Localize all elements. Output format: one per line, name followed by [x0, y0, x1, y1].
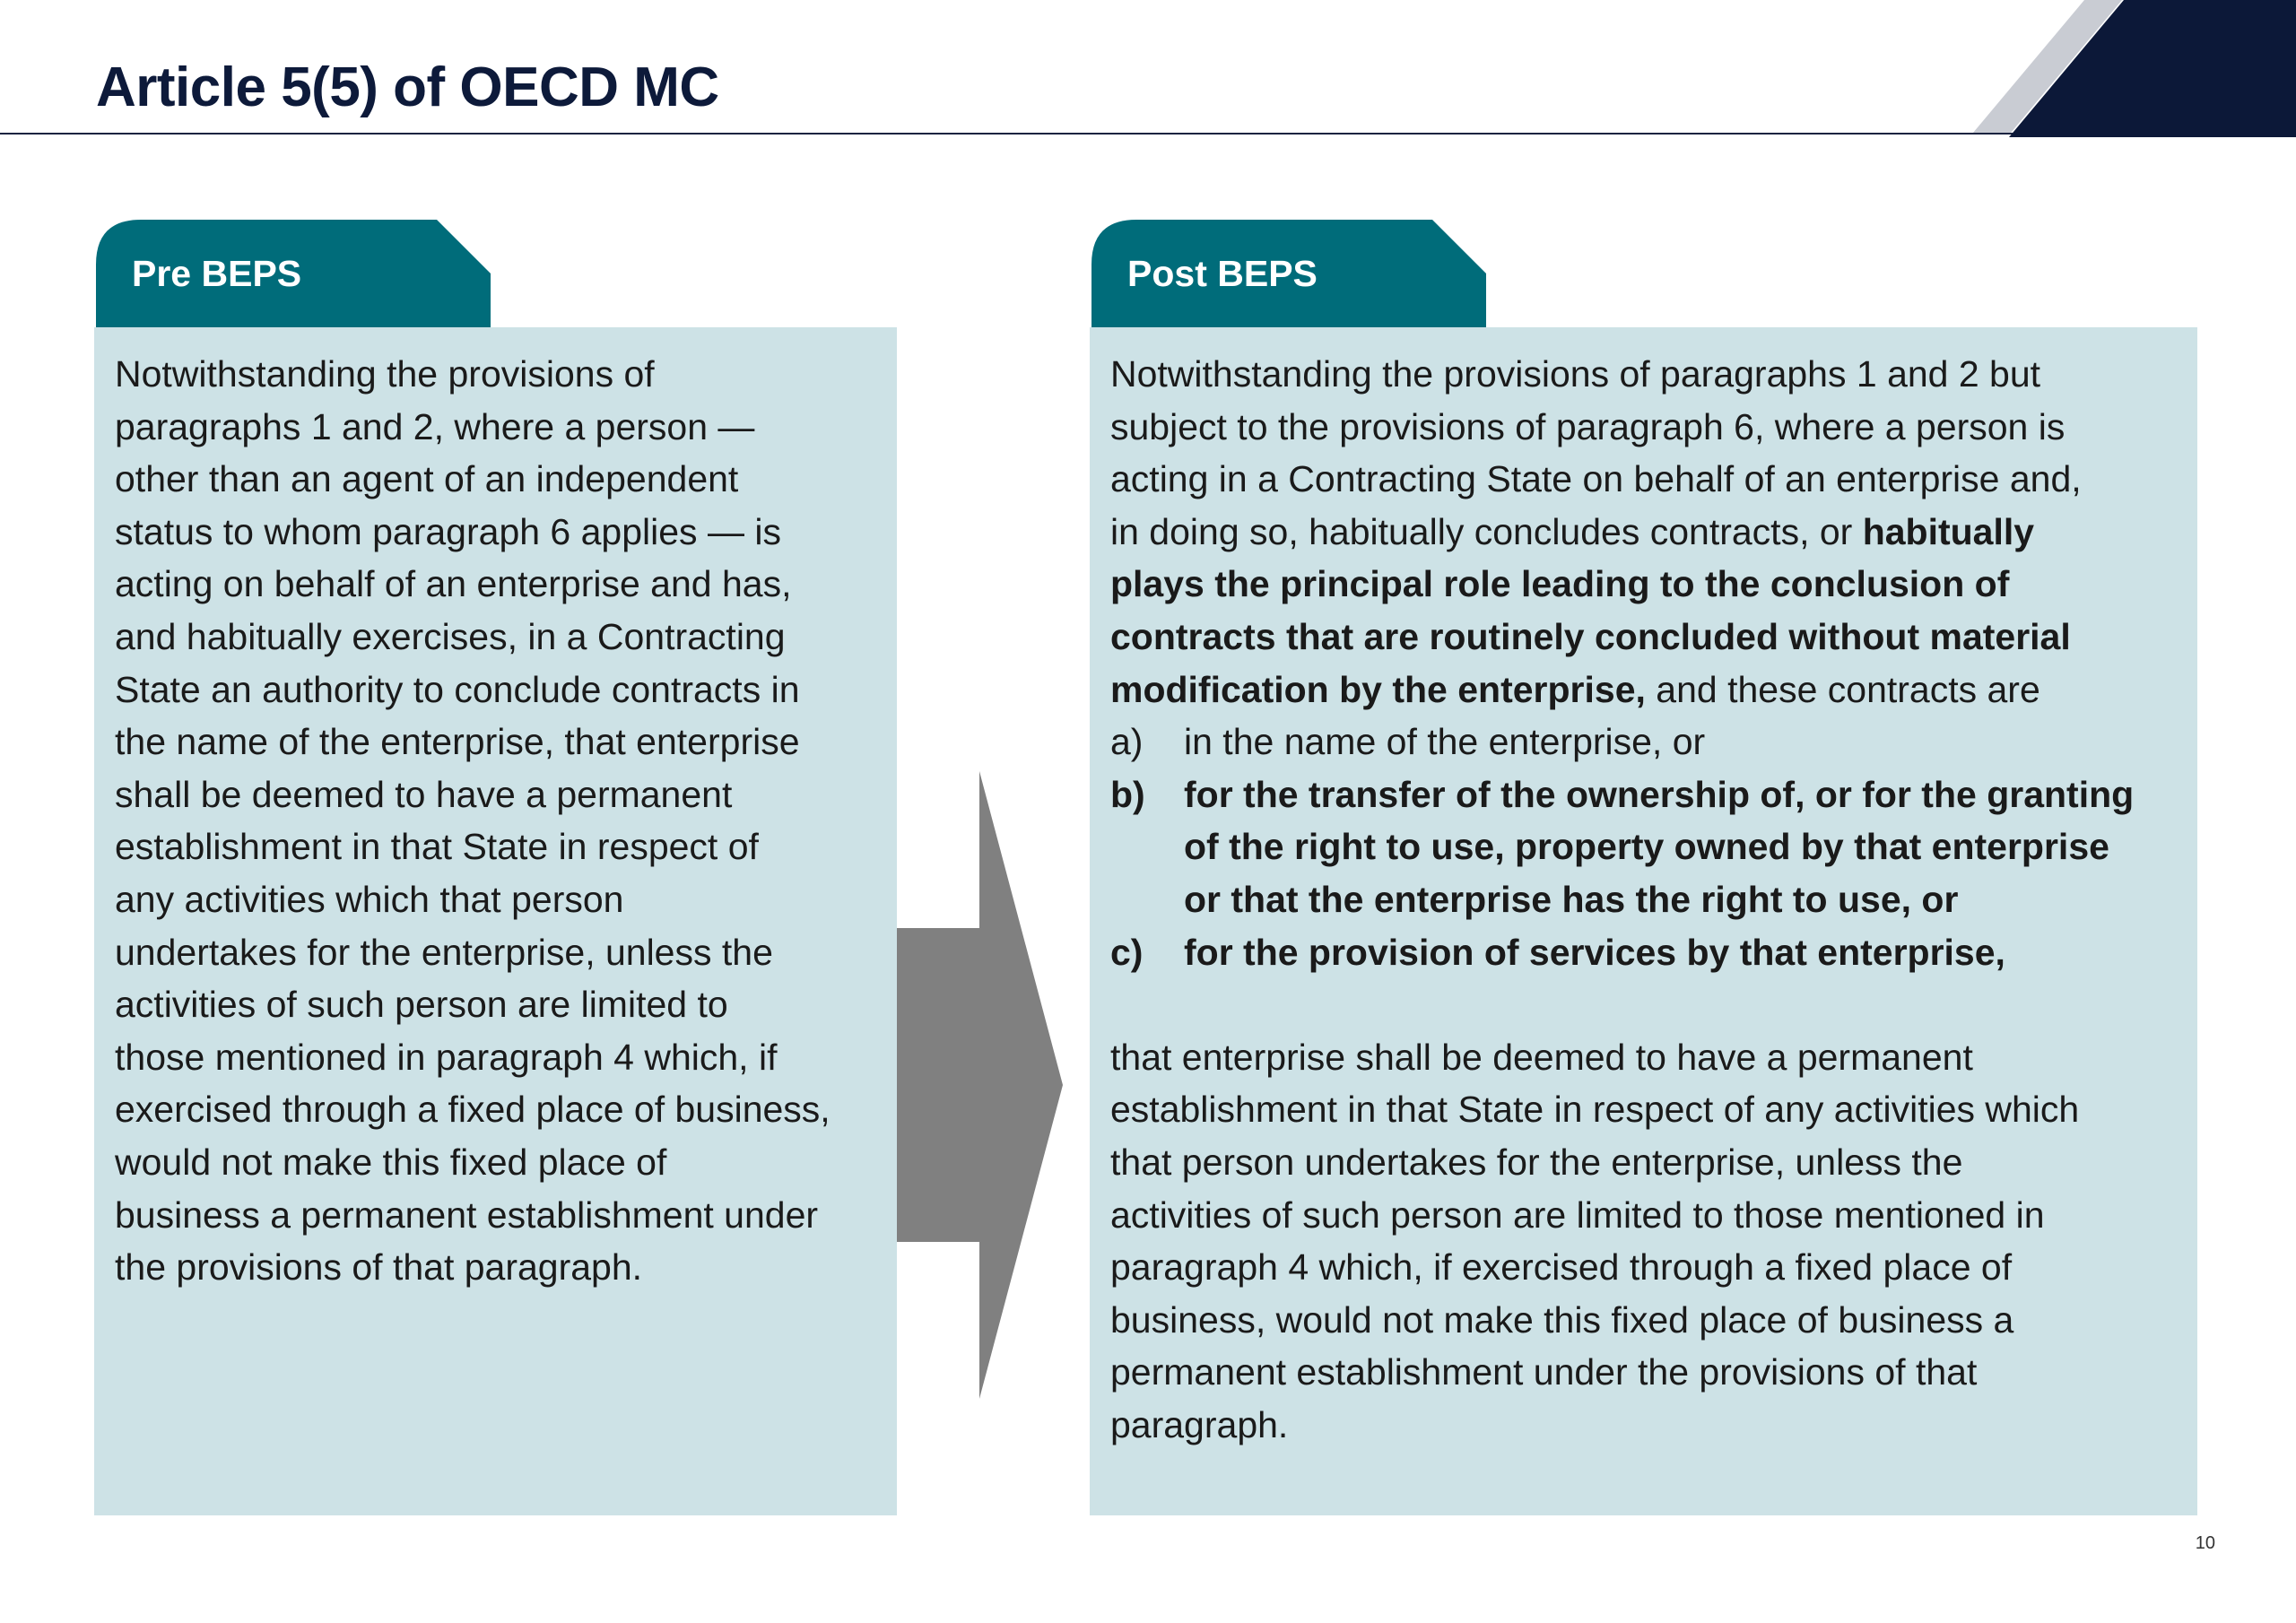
text-line: establishment in that State in respect of [115, 826, 759, 868]
text-line: plays the principal role leading to the conclusion of [1110, 563, 2010, 605]
text-line: establishment in that State in respect of any activities which [1110, 1089, 2080, 1131]
text-bold: modification by the enterprise, [1110, 668, 1646, 710]
text-line: and habitually exercises, in a Contracting [115, 615, 786, 657]
list-item-c [1110, 926, 2196, 979]
title-divider [0, 133, 2296, 135]
list-text: for the transfer of the ownership of, or for the granting [1184, 773, 2135, 815]
pre-beps-tab [96, 220, 491, 327]
text-line: permanent establishment under the provisions of that [1110, 1351, 1978, 1393]
post-beps-label: Post BEPS [1127, 253, 1318, 294]
list-marker: b) [1110, 773, 1145, 815]
text-line: the provisions of that paragraph. [115, 1246, 643, 1289]
text-line [1110, 506, 2196, 559]
page-number: 10 [2195, 1533, 2215, 1553]
text-line: exercised through a fixed place of business, [115, 1089, 831, 1131]
paragraph-gap [1110, 978, 2196, 1031]
text-line: status to whom paragraph 6 applies — is [115, 510, 781, 552]
list-text-continued: of the right to use, property owned by that enterprise [1184, 826, 2109, 868]
list-text: in the name of the enterprise, or [1184, 721, 1706, 763]
list-item-a [1110, 716, 2196, 768]
text-bold: habitually [1862, 510, 2035, 552]
post-beps-text [1110, 348, 2196, 1451]
post-beps-panel [1090, 327, 2197, 1515]
list-text-continued: or that the enterprise has the right to use, or [1184, 878, 1959, 920]
text-line: that enterprise shall be deemed to have a permanent [1110, 1036, 1973, 1078]
text-line [1110, 664, 2196, 716]
text-line: activities of such person are limited to [115, 984, 728, 1026]
text-line: paragraph. [1110, 1403, 1289, 1445]
text-line: business, would not make this fixed place of business a [1110, 1298, 2014, 1341]
text-line: business a permanent establishment under [115, 1193, 819, 1236]
text-normal: in doing so, habitually concludes contracts, or [1110, 510, 1863, 552]
text-line: shall be deemed to have a permanent [115, 773, 733, 815]
text-line: subject to the provisions of paragraph 6, where a person is [1110, 405, 2066, 447]
text-line: any activities which that person [115, 878, 624, 920]
list-marker: c) [1110, 931, 1144, 973]
text-line: other than an agent of an independent [115, 458, 739, 500]
text-line: State an authority to conclude contracts in [115, 668, 800, 710]
text-line: Notwithstanding the provisions of paragraphs 1 and 2 but [1110, 353, 2041, 395]
text-line: contracts that are routinely concluded without material [1110, 615, 2071, 657]
text-line: the name of the enterprise, that enterprise [115, 721, 800, 763]
list-text: for the provision of services by that enterprise, [1184, 931, 2005, 973]
text-line: that person undertakes for the enterprise, unless the [1110, 1141, 1963, 1183]
right-arrow-icon [897, 771, 1067, 1399]
text-line: paragraph 4 which, if exercised through a fixed place of [1110, 1246, 2013, 1289]
slide-title: Article 5(5) of OECD MC [96, 56, 719, 118]
corner-decoration [1973, 0, 2296, 139]
text-line: would not make this fixed place of [115, 1141, 667, 1183]
pre-beps-text [115, 348, 895, 1294]
text-line: acting in a Contracting State on behalf of an enterprise and, [1110, 458, 2082, 500]
pre-beps-label: Pre BEPS [132, 253, 302, 294]
post-beps-tab [1091, 220, 1486, 327]
text-line: those mentioned in paragraph 4 which, if [115, 1036, 778, 1078]
text-line: paragraphs 1 and 2, where a person — [115, 405, 755, 447]
text-normal: and these contracts are [1645, 668, 2040, 710]
text-line: acting on behalf of an enterprise and has, [115, 563, 792, 605]
text-line: activities of such person are limited to those mentioned in [1110, 1193, 2045, 1236]
pre-beps-panel [94, 327, 897, 1515]
text-line: undertakes for the enterprise, unless the [115, 931, 773, 973]
text-line: Notwithstanding the provisions of [115, 353, 655, 395]
list-item-b [1110, 768, 2196, 821]
list-marker: a) [1110, 721, 1144, 763]
